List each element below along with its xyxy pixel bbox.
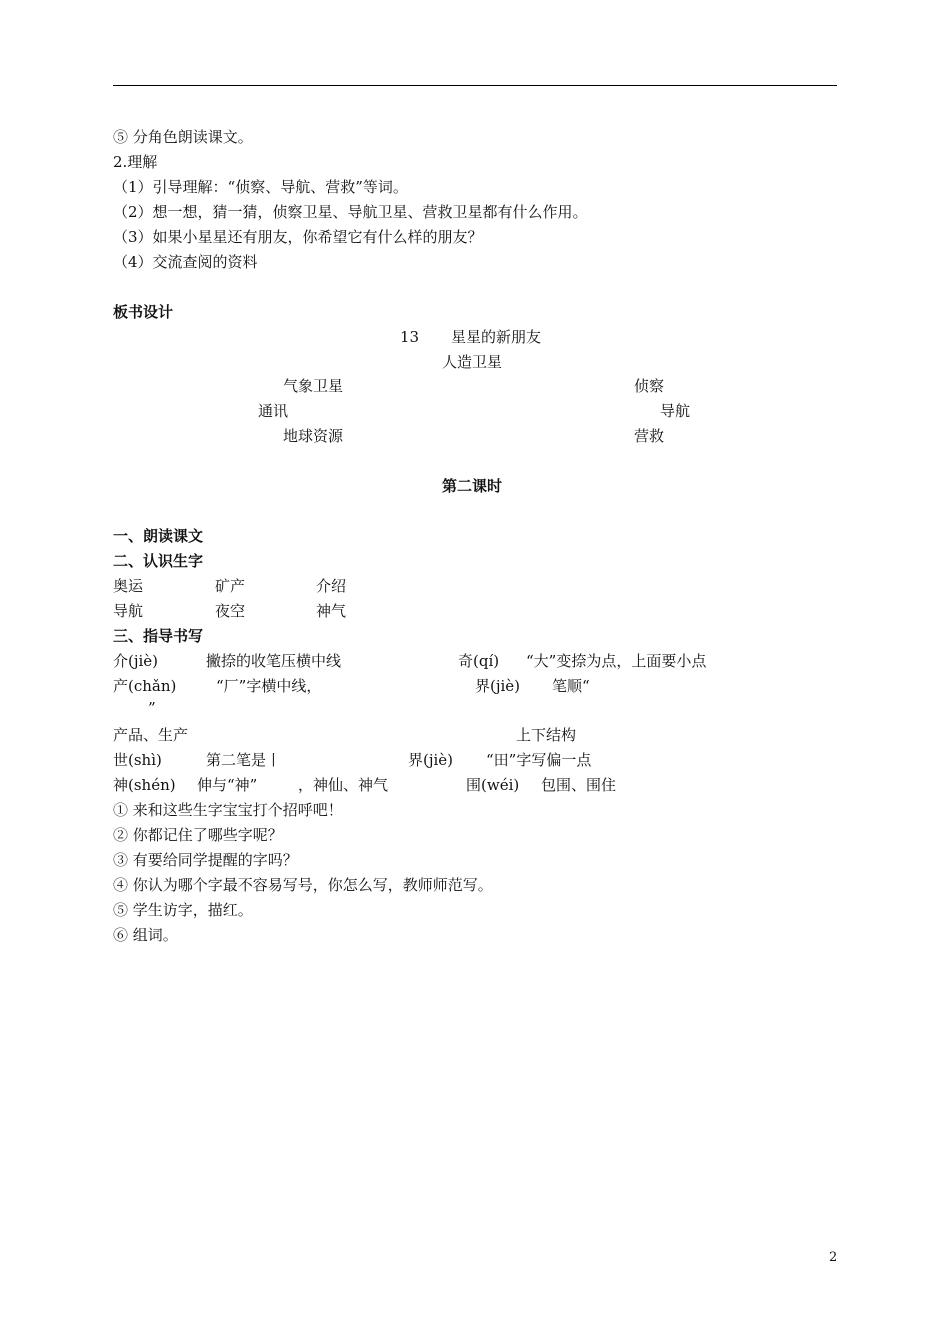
writing-step-6: ⑥ 组词。 [113,926,178,944]
board-left-2: 通讯 [258,402,289,420]
char-qi-note: “大”变捺为点，上面要小点 [526,652,707,670]
writing-step-1: ① 来和这些生字宝宝打个招呼吧！ [113,801,343,819]
vocab-word: 导航 [113,602,144,620]
board-left-1: 气象卫星 [283,377,344,395]
writing-step-4: ④ 你认为哪个字最不容易写号，你怎么写，教师师范写。 [113,876,493,894]
board-heading: 板书设计 [113,303,174,321]
chan-words: 产品、生产 [113,726,189,744]
structure-note: 上下结构 [516,726,577,744]
lesson2-heading-3: 三、指导书写 [113,627,204,645]
understand-item-3: （3）如果小星星还有朋友，你希望它有什么样的朋友？ [113,228,483,246]
writing-step-5: ⑤ 学生访字，描红。 [113,901,253,919]
char-wei-note: 包围、围住 [541,776,617,794]
vocab-word: 奥运 [113,577,144,595]
board-title-number: 13 [400,328,420,346]
header-rule [113,85,837,86]
board-title: 星星的新朋友 [451,328,542,346]
vocab-word: 夜空 [215,602,246,620]
char-chan: 产(chǎn) [113,677,177,695]
board-left-3: 地球资源 [283,427,344,445]
lesson2-title: 第二课时 [442,477,503,495]
lesson2-heading-2: 二、认识生字 [113,552,204,570]
char-jie-b-note: 笔顺“ [552,677,590,695]
char-chan-note: “厂”字横中线， [216,677,322,695]
char-shen-note: 伸与“神” [197,776,258,794]
char-jie-a: 介(jiè) [113,652,159,670]
understand-item-1: （1）引导理解：“侦察、导航、营救”等词。 [113,178,408,196]
heading-understand: 2.理解 [113,153,158,171]
step-5-read-roles: ⑤ 分角色朗读课文。 [113,128,253,146]
board-center: 人造卫星 [442,353,503,371]
char-qi: 奇(qí) [458,652,500,670]
char-jie-b: 界(jiè) [475,677,521,695]
board-right-1: 侦察 [634,377,665,395]
char-shi: 世(shì) [113,751,162,769]
char-jie-c-note: “田”字写偏一点 [486,751,592,769]
char-shen-words: ，神仙、神气 [298,776,389,794]
vocab-word: 介绍 [316,577,347,595]
char-jie-a-note: 撇捺的收笔压横中线 [206,652,342,670]
quote-close: ” [148,699,156,717]
lesson2-heading-1: 一、朗读课文 [113,527,204,545]
char-wei: 围(wéi) [466,776,520,794]
board-right-3: 营救 [634,427,665,445]
board-right-2: 导航 [660,402,691,420]
understand-item-2: （2）想一想，猜一猜，侦察卫星、导航卫星、营救卫星都有什么作用。 [113,203,588,221]
vocab-word: 神气 [316,602,347,620]
char-jie-c: 界(jiè) [408,751,454,769]
char-shi-note: 第二笔是丨 [206,751,282,769]
vocab-word: 矿产 [215,577,246,595]
writing-step-3: ③ 有要给同学提醒的字吗？ [113,851,298,869]
writing-step-2: ② 你都记住了哪些字呢？ [113,826,283,844]
understand-item-4: （4）交流查阅的资料 [113,253,258,271]
char-shen: 神(shén) [113,776,176,794]
page-number: 2 [829,1250,838,1265]
